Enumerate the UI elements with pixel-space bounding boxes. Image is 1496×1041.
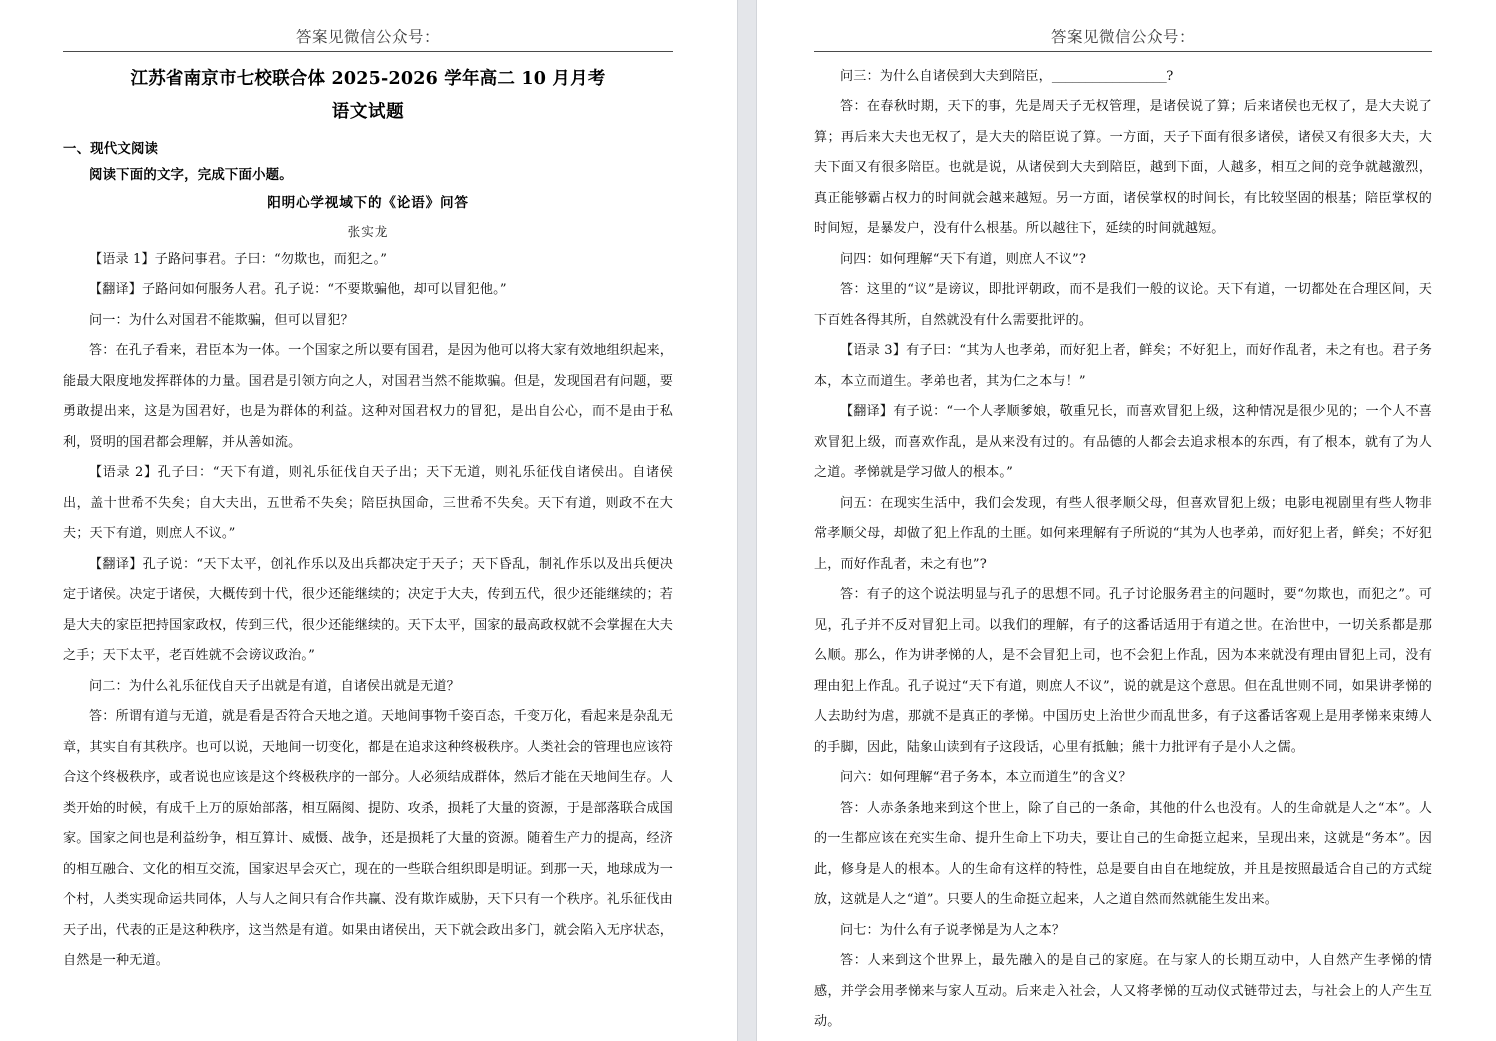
page-separator <box>737 0 757 1041</box>
paragraph: 答：人赤条条地来到这个世上，除了自己的一条命，其他的什么也没有。人的生命就是人之“本”。人的一生都应该在充实生命、提升生命上下功夫，要让自己的生命挺立起来，呈现出来，这就是“务本”。因此，修身是人的根本。人的生命有这样的特性，总是要自由自在地绽放，并且是按照最适合自己的方式绽放，这就是人之“道”。只要人的生命挺立起来，人之道自然而然就能生发出来。 <box>814 800 1432 908</box>
question-three-text: 问三：为什么自诸侯到大夫到陪臣， <box>840 68 1052 84</box>
page-title: 江苏省南京市七校联合体 2025-2026 学年高二 10 月月考 <box>130 68 606 89</box>
running-header: 答案见微信公众号： <box>1050 28 1195 46</box>
paragraph: 【语录 2】孔子曰：“天下有道，则礼乐征伐自天子出；天下无道，则礼乐征伐自诸侯出。自诸侯出，盖十世希不失矣；自大夫出，五世希不失矣；陪臣执国命，三世希不失矣。天下有道，则政不在大夫；天下有道，则庶人不议。” <box>63 465 673 542</box>
paragraph: 【翻译】子路问如何服务人君。孔子说：“不要欺骗他，却可以冒犯他。” <box>89 282 507 298</box>
article-title: 阳明心学视域下的《论语》问答 <box>267 194 469 211</box>
question-three-mark: ? <box>1166 68 1174 84</box>
page-left-content <box>63 0 673 977</box>
page-right-content <box>814 0 1432 1038</box>
paragraph: 问五：在现实生活中，我们会发现，有些人很孝顺父母，但喜欢冒犯上级；电影电视剧里有些人物非常孝顺父母，却做了犯上作乱的土匪。如何来理解有子所说的“其为人也孝弟，而好犯上者，鲜矣；不好犯上，而好作乱者，未之有也”? <box>814 495 1432 572</box>
paragraph: 答：人来到这个世界上，最先融入的是自己的家庭。在与家人的长期互动中，人自然产生孝悌的情感，并学会用孝悌来与家人互动。后来走入社会，人又将孝悌的互动仪式链带过去，与社会上的人产生互动。 <box>814 953 1432 1030</box>
page-right <box>757 0 1494 1041</box>
header-divider <box>814 51 1432 52</box>
question-three <box>814 62 1432 93</box>
article-author: 张实龙 <box>347 223 389 239</box>
paragraph: 答：在孔子看来，君臣本为一体。一个国家之所以要有国君，是因为他可以将大家有效地组织起来，能最大限度地发挥群体的力量。国君是引领方向之人，对国君当然不能欺骗。但是，发现国君有问题，要勇敢提出来，这是为国君好，也是为群体的利益。这种对国君权力的冒犯，是出自公心，而不是由于私利，贤明的国君都会理解，并从善如流。 <box>63 343 673 450</box>
paragraph: 【翻译】孔子说：“天下太平，创礼作乐以及出兵都决定于天子；天下昏乱，制礼作乐以及出兵便决定于诸侯。决定于诸侯，大概传到十代，很少还能继续的；决定于大夫，传到五代，很少还能继续的；若是大夫的家臣把持国家政权，传到三代，很少还能继续的。天下太平，国家的最高政权就不会掌握在大夫之手；天下太平，老百姓就不会谤议政治。” <box>63 556 673 664</box>
paragraph: 【翻译】有子说：“一个人孝顺爹娘，敬重兄长，而喜欢冒犯上级，这种情况是很少见的；一个人不喜欢冒犯上级，而喜欢作乱，是从来没有过的。有品德的人都会去追求根本的东西，有了根本，就有了为人之道。孝悌就是学习做人的根本。” <box>814 404 1432 481</box>
paragraph: 问七：为什么有子说孝悌是为人之本？ <box>840 922 1066 938</box>
fill-in-blank: _________________ <box>1051 68 1167 83</box>
header-divider <box>63 51 673 52</box>
section-heading: 一、现代文阅读 <box>63 140 159 157</box>
paragraph: 问四：如何理解“天下有道，则庶人不议”? <box>840 251 1087 267</box>
running-header: 答案见微信公众号： <box>295 28 440 46</box>
paragraph: 【语录 1】子路问事君。子曰：“勿欺也，而犯之。” <box>89 251 388 267</box>
paragraph: 答：所谓有道与无道，就是看是否符合天地之道。天地间事物千姿百态，千变万化，看起来是杂乱无章，其实自有其秩序。也可以说，天地间一切变化，都是在追求这种终极秩序。人类社会的管理也应该符合这个终极秩序，或者说也应该是这个终极秩序的一部分。人必须结成群体，然后才能在天地间生存。人类开始的时候，有成千上万的原始部落，相互隔阂、提防、攻杀，损耗了大量的资源，于是部落联合成国家。国家之间也是利益纷争，相互算计、威慑、战争，还是损耗了大量的资源。随着生产力的提高，经济的相互融合、文化的相互交流，国家迟早会灭亡，现在的一些联合组织即是明证。到那一天，地球成为一个村，人类实现命运共同体，人与人之间只有合作共赢、没有欺诈威胁，天下只有一个秩序。礼乐征伐由天子出，代表的正是这种秩序，这当然是有道。如果由诸侯出，天下就会政出多门，就会陷入无序状态，自然是一种无道。 <box>63 709 673 969</box>
reading-instruction: 阅读下面的文字，完成下面小题。 <box>89 166 293 183</box>
paragraph: 答：这里的“议”是谤议，即批评朝政，而不是我们一般的议论。天下有道，一切都处在合理区间，天下百姓各得其所，自然就没有什么需要批评的。 <box>814 282 1432 328</box>
paragraph: 【语录 3】有子曰：“其为人也孝弟，而好犯上者，鲜矣；不好犯上，而好作乱者，未之有也。君子务本，本立而道生。孝弟也者，其为仁之本与！” <box>814 343 1432 389</box>
paragraph: 问一：为什么对国君不能欺骗，但可以冒犯？ <box>89 312 354 328</box>
paragraph: 答：有子的这个说法明显与孔子的思想不同。孔子讨论服务君主的问题时，要“勿欺也，而犯之”。可见，孔子并不反对冒犯上司。以我们的理解，有子的这番话适用于有道之世。在治世中，一切关系都是那么顺。那么，作为讲孝悌的人，是不会冒犯上司，也不会犯上作乱，因为本来就没有理由冒犯上司，没有理由犯上作乱。孔子说过“天下有道，则庶人不议”，说的就是这个意思。但在乱世则不同，如果讲孝悌的人去助纣为虐，那就不是真正的孝悌。中国历史上治世少而乱世多，有子这番话客观上是用孝悌来束缚人的手脚，因此，陆象山读到有子这段话，心里有抵触；熊十力批评有子是小人之儒。 <box>814 587 1432 755</box>
page-subtitle: 语文试题 <box>331 101 405 122</box>
paragraph: 问六：如何理解“君子务本，本立而道生”的含义？ <box>840 770 1132 786</box>
paragraph: 答：在春秋时期，天下的事，先是周天子无权管理，是诸侯说了算；后来诸侯也无权了，是大夫说了算；再后来大夫也无权了，是大夫的陪臣说了算。一方面，天子下面有很多诸侯，诸侯又有很多大夫，大夫下面又有很多陪臣。也就是说，从诸侯到大夫到陪臣，越到下面，人越多，相互之间的竞争就越激烈，真正能够霸占权力的时间就会越来越短。另一方面，诸侯掌权的时间长，有比较坚固的根基；陪臣掌权的时间短，是暴发户，没有什么根基。所以越往下，延续的时间就越短。 <box>814 99 1432 237</box>
page-left <box>0 0 737 1041</box>
paragraph: 问二：为什么礼乐征伐自天子出就是有道，自诸侯出就是无道？ <box>89 678 460 694</box>
